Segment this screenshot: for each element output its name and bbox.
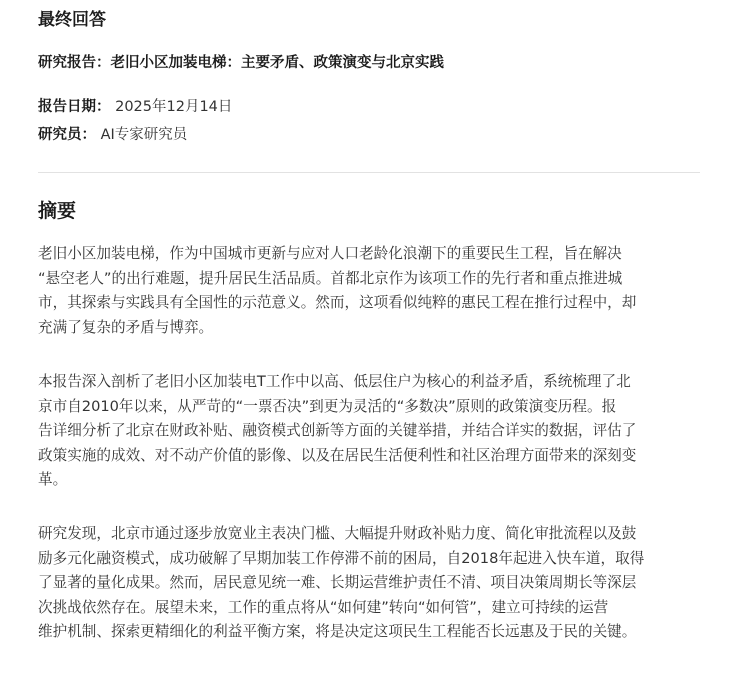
paragraph-line: “悬空老人”的出行难题，提升居民生活品质。首都北京作为该项工作的先行者和重点推进城 [38,269,623,287]
report-date-label: 报告日期： [38,99,111,115]
abstract-paragraph-1 [38,242,702,340]
final-answer-heading: 最终回答 [38,10,106,30]
report-title: 研究报告：老旧小区加装电梯：主要矛盾、政策演变与北京实践 [38,55,444,71]
report-date-line [38,97,232,117]
paragraph-line: 本报告深入剖析了老旧小区加装电T工作中以高、低层住户为核心的利益矛盾，系统梳理了北 [38,373,631,390]
abstract-paragraph-3 [38,522,702,645]
paragraph-line: 励多元化融资模式，成功破解了早期加装工作停滞不前的困局，自2018年起进入快车道，取得 [38,549,645,567]
abstract-heading: 摘要 [38,200,77,222]
researcher-line [38,125,187,145]
paragraph-line: 维护机制、探索更精细化的利益平衡方案，将是决定这项民生工程能否长远惠及于民的关键。 [38,623,637,640]
paragraph-line: 了显著的量化成果。然而，居民意见统一难、长期运营维护责任不清、项目决策周期长等深层 [38,574,637,591]
researcher-value: AI专家研究员 [100,127,188,143]
abstract-paragraph-2 [38,370,702,493]
paragraph-line: 京市自2010年以来，从严苛的“一票否决”到更为灵活的“多数决”原则的政策演变历程。报 [38,397,617,415]
researcher-label: 研究员： [38,127,96,143]
report-date-value: 2025年12月14日 [115,99,233,115]
paragraph-line: 市，其探索与实践具有全国性的示范意义。然而，这项看似纯粹的惠民工程在推行过程中，却 [38,294,637,311]
paragraph-line: 充满了复杂的矛盾与博弈。 [38,318,214,336]
paragraph-line: 革。 [38,471,68,488]
paragraph-line: 政策实施的成效、对不动产价值的影像、以及在居民生活便利性和社区治理方面带来的深刻变 [38,446,637,464]
paragraph-line: 次挑战依然存在。展望未来，工作的重点将从“如何建”转向“如何管”，建立可持续的运营 [38,598,609,616]
paragraph-line: 老旧小区加装电梯，作为中国城市更新与应对人口老龄化浪潮下的重要民生工程，旨在解决 [38,245,622,262]
paragraph-line: 告详细分析了北京在财政补贴、融资模式创新等方面的关键举措，并结合详实的数据，评估了 [38,422,637,439]
paragraph-line: 研究发现，北京市通过逐步放宽业主表决门槛、大幅提升财政补贴力度、简化审批流程以及鼓 [38,525,637,542]
section-divider [38,172,700,173]
